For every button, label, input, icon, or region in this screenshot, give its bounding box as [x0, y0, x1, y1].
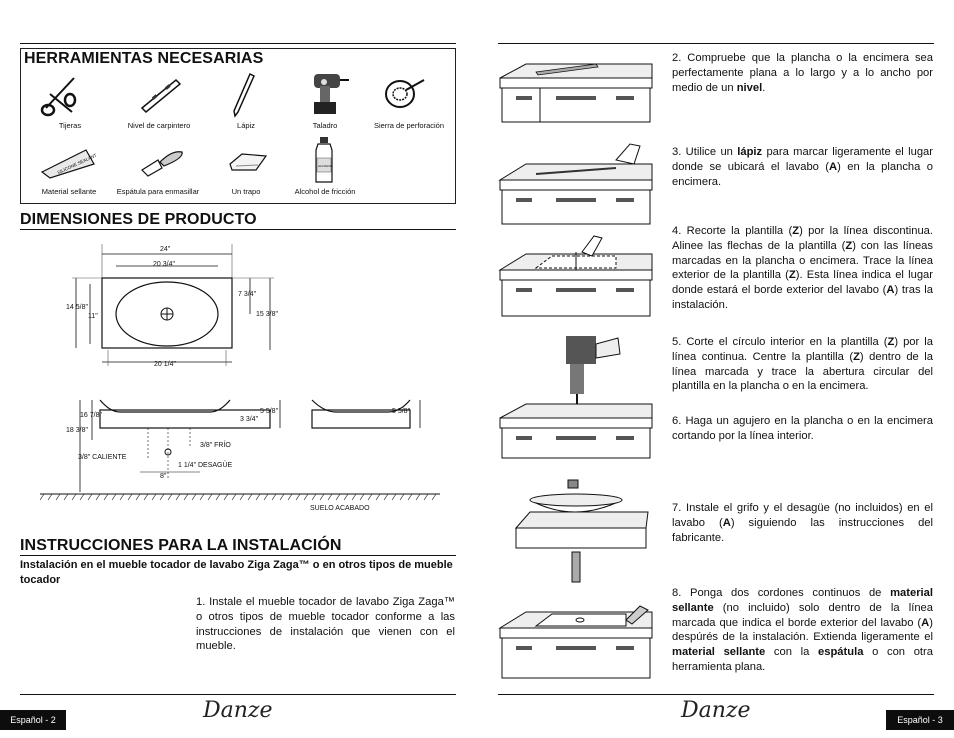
step-3-part: ) en la plancha o encimera. — [672, 160, 933, 188]
dim-11: 11" — [88, 313, 98, 320]
step-6-text — [672, 414, 933, 444]
step-4-text — [672, 224, 933, 313]
illustration-step-7 — [510, 478, 650, 588]
pencil-icon — [232, 72, 256, 118]
instructions-subheading: Instalación en el mueble tocador de lavabo Ziga Zaga™ o en otros tipos de mueble tocador — [20, 559, 453, 586]
dim-5-58-b: 5 5/8" — [392, 408, 411, 415]
dimensions-heading: DIMENSIONES DE PRODUCTO — [20, 211, 257, 228]
step-1-text: 1. Instale el mueble tocador de lavabo Ziga Zaga™ o otros tipos de mueble tocador conforme a las instrucciones de instalación que vienen con el mueble. — [196, 596, 455, 653]
tool-label-scissors: Tijeras — [58, 121, 82, 130]
hole-saw-icon — [382, 74, 426, 112]
step-8-part: espátula — [818, 646, 864, 659]
step-8-part: A — [921, 616, 930, 629]
tool-label-level: Nivel de carpintero — [127, 121, 191, 130]
footer-rule-left — [20, 694, 456, 695]
step-4-part: Z — [845, 239, 853, 252]
step-5-part: Z — [887, 336, 895, 348]
dim-20-14: 20 1/4" — [154, 361, 176, 368]
step-4-part: A — [886, 284, 895, 297]
step-5-part: 5. Corte el círculo interior en la plantilla ( — [672, 336, 888, 348]
tool-label-alcohol: Alcohol de fricción — [294, 187, 356, 196]
illustration-step-5-6 — [496, 330, 656, 460]
step-4-part: Z — [792, 225, 800, 237]
dim-drain: 1 1/4" DESAGÜE — [178, 462, 233, 469]
step-8-part: o con otra herramienta plana. — [672, 646, 933, 673]
footer-rule-right — [498, 694, 934, 695]
dim-3-34: 3 3/4" — [240, 416, 259, 423]
dim-14-58: 14 5/8" — [66, 304, 88, 311]
dim-7-34: 7 3/4" — [238, 291, 257, 298]
dim-20-34: 20 3/4" — [153, 261, 175, 268]
dim-8: 8" — [160, 473, 167, 480]
dim-hot: 3/8" CALIENTE — [78, 454, 127, 461]
step-3-part: 3. Utilice un — [672, 146, 738, 158]
step-3-part: lápiz — [737, 146, 763, 158]
dim-5-58: 5 5/8" — [260, 408, 279, 415]
tool-label-putty-knife: Espátula para enmasillar — [116, 187, 200, 196]
step-8-part: material sellante — [672, 587, 933, 614]
dim-cold: 3/8" FRÍO — [200, 442, 231, 449]
tool-label-drill: Taladro — [312, 121, 338, 130]
step-4-part: ) con las líneas marcadas en la plancha o encimera. Trace la línea exterior de la plantilla ( — [672, 239, 933, 282]
page-number-left: Español - 2 — [0, 710, 66, 730]
step-8-part: (no incluido) solo dentro de la línea marcada que indica el borde exterior del lavabo ( — [672, 601, 933, 629]
alcohol-bottle-icon — [312, 136, 336, 184]
sealant-tube-text: SILICONE SEALANT — [56, 152, 98, 176]
step-4-part: ) por la línea discontinua. Alinee las flechas de la plantilla ( — [672, 225, 933, 252]
step-5-part: ) por la línea continua. Centre la plantilla ( — [672, 336, 933, 363]
tool-label-sealant: Material sellante — [41, 187, 97, 196]
step-5-part: ) dentro de la línea marcada y trace la abertura circular del plantilla en la plancha o en la encimera. — [672, 350, 933, 393]
top-view-drawing — [60, 238, 300, 378]
step-4-part: ). Esta línea indica el lugar donde estará el borde exterior del lavabo ( — [672, 269, 933, 297]
tool-label-rag: Un trapo — [231, 187, 261, 196]
top-rule-right — [498, 43, 934, 44]
step-7-part: A — [722, 516, 731, 529]
step-6-part: 6. Haga un agujero en la plancha o en la encimera cortando por la línea interior. — [672, 415, 933, 442]
danze-logo-right: Danze — [681, 698, 751, 723]
tool-label-pencil: Lápiz — [237, 121, 255, 130]
step-2-text — [672, 51, 933, 95]
step-8-part: material sellante — [672, 646, 766, 659]
dim-15-38: 15 3/8" — [256, 311, 278, 318]
drill-icon — [304, 70, 350, 118]
step-8-part: 8. Ponga dos cordones continuos de — [672, 587, 891, 599]
step-3-part: para marcar ligeramente el lugar donde se ubicará el lavabo ( — [672, 146, 934, 173]
step-2-part: . — [762, 81, 766, 94]
instructions-heading: INSTRUCCIONES PARA LA INSTALACIÓN — [20, 537, 342, 554]
alcohol-bottle-text: ALCOHOL — [318, 164, 333, 168]
step-7-part: ) siguiendo las instrucciones del fabricante. — [672, 516, 934, 544]
danze-logo-left: Danze — [203, 698, 273, 723]
dim-24: 24" — [160, 246, 171, 253]
top-rule-left — [20, 43, 456, 44]
step-5-text — [672, 335, 933, 394]
instructions-rule — [20, 555, 456, 556]
step-2-part: 2. Compruebe que la plancha o la encimera sea perfectamente plana a lo largo y a lo ancho por medio de un — [672, 52, 933, 94]
step-3-text — [672, 145, 933, 189]
illustration-step-2 — [496, 56, 656, 126]
step-5-part: Z — [853, 350, 860, 363]
step-4-part: ) tras la instalación. — [672, 284, 933, 311]
level-icon — [140, 78, 182, 114]
step-8-part: ) despúrés de la instalación. Extienda ligeramente el — [672, 616, 933, 644]
floor-label: SUELO ACABADO — [310, 505, 370, 512]
step-7-text — [672, 501, 933, 545]
page-number-right: Español - 3 — [886, 710, 954, 730]
sealant-tube-icon — [38, 142, 98, 180]
step-7-part: 7. Instale el grifo y el desagüe (no incluidos) en el lavabo ( — [672, 502, 933, 529]
illustration-step-4 — [496, 230, 656, 320]
illustration-step-8 — [496, 598, 656, 682]
illustration-step-3 — [496, 140, 656, 226]
dimensions-rule — [20, 229, 456, 230]
scissors-icon — [40, 74, 80, 118]
step-8-text — [672, 586, 933, 675]
dim-18-38: 18 3/8" — [66, 427, 88, 434]
step-4-part: 4. Recorte la plantilla ( — [672, 225, 793, 237]
putty-knife-icon — [138, 146, 186, 178]
step-2-part: nivel — [736, 81, 763, 94]
tools-heading: HERRAMIENTAS NECESARIAS — [24, 50, 264, 67]
dim-16-78: 16 7/8" — [80, 412, 102, 419]
tool-label-hole-saw: Sierra de perforación — [373, 121, 445, 130]
step-3-part: A — [829, 160, 838, 173]
rag-icon — [226, 150, 270, 176]
step-4-part: Z — [788, 269, 796, 282]
step-8-part: con la — [765, 646, 819, 659]
